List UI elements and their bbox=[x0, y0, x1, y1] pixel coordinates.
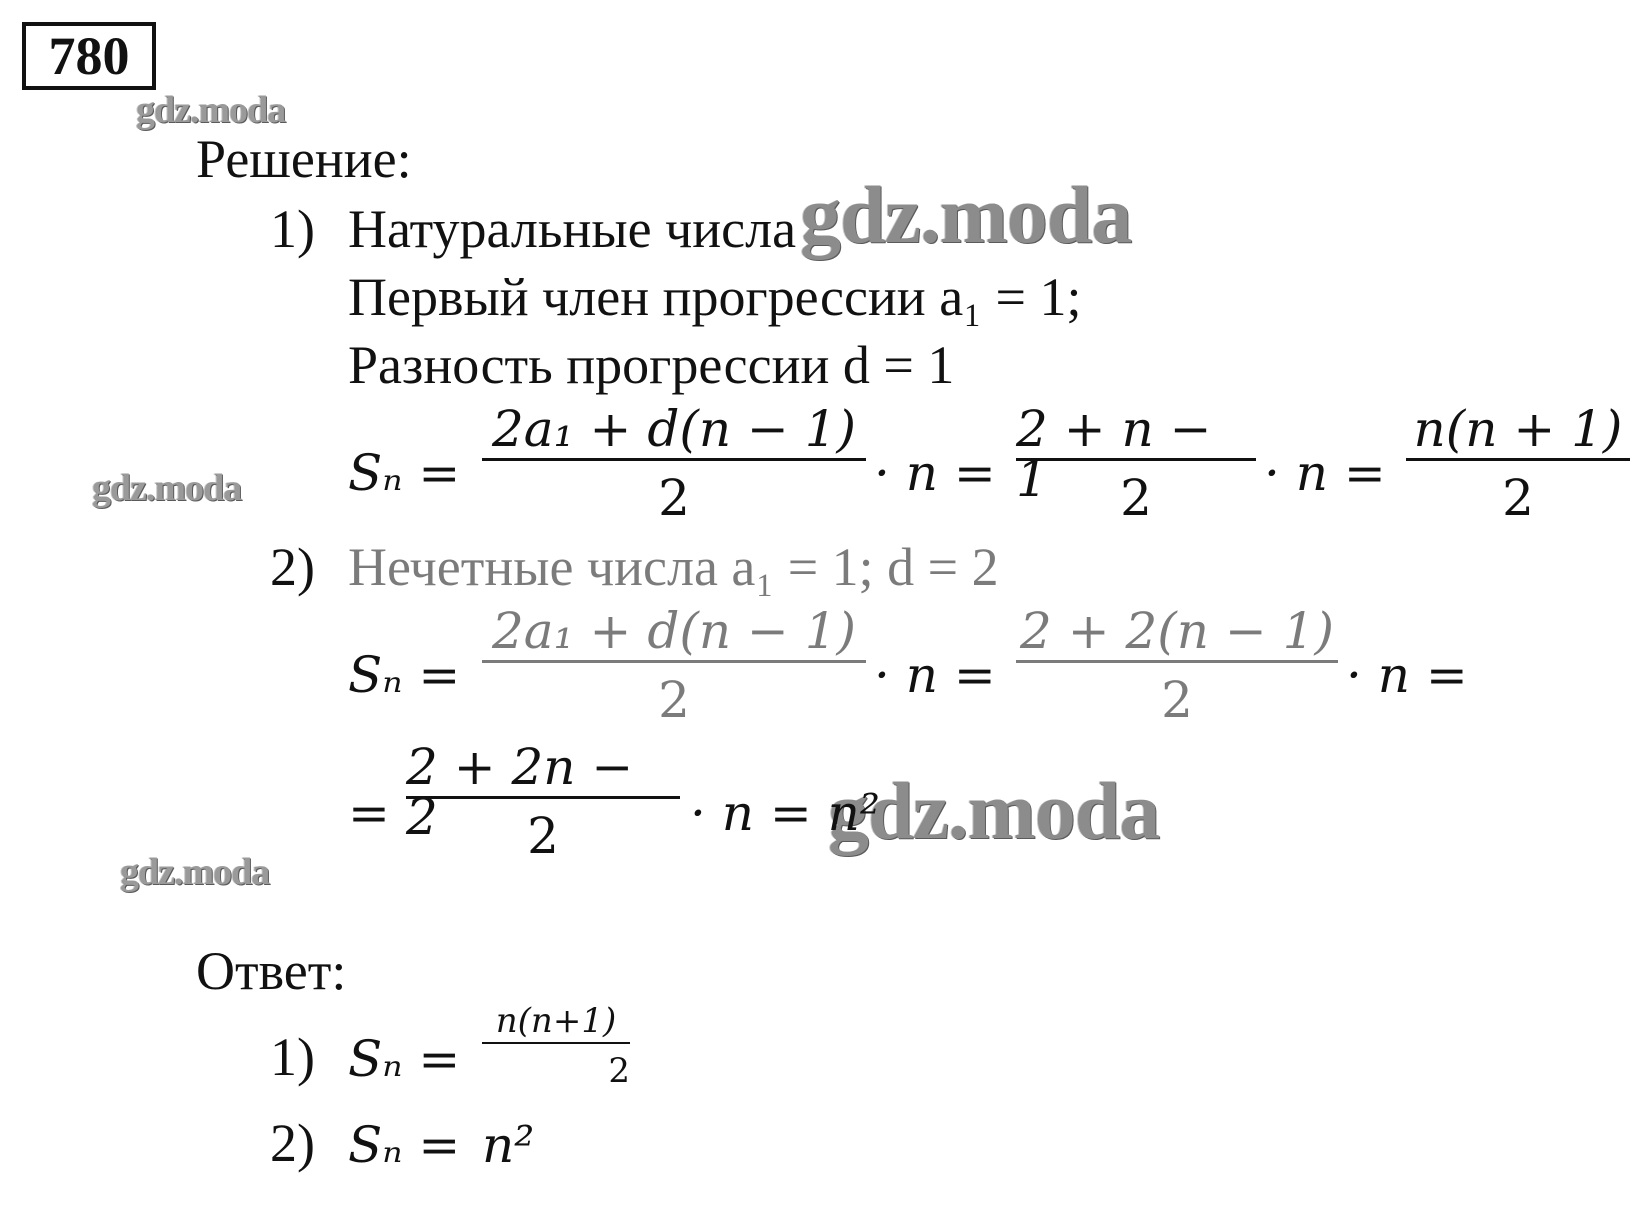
fraction-numerator: 2a₁ + d(n − 1) bbox=[491, 602, 857, 660]
fraction-denominator: 2 bbox=[658, 469, 690, 527]
watermark-logo: gdz.moda bbox=[120, 851, 270, 893]
fraction-denominator: 2 bbox=[608, 1051, 630, 1091]
fraction bbox=[1016, 400, 1256, 527]
item1-line2: Первый член прогрессии a₁ = 1; bbox=[348, 267, 1082, 327]
item-marker: 2) bbox=[270, 537, 315, 597]
answer-marker: 2) bbox=[270, 1113, 315, 1173]
fraction-numerator: n(n + 1) bbox=[1413, 400, 1623, 458]
fraction-numerator: n(n+1) bbox=[495, 1001, 617, 1041]
solution-label: Решение: bbox=[196, 129, 412, 189]
answer-lhs: Sₙ = bbox=[348, 1116, 461, 1174]
fraction-numerator: 2 + 2(n − 1) bbox=[1019, 602, 1334, 660]
problem-number: 780 bbox=[22, 22, 156, 90]
fraction-denominator: 2 bbox=[1161, 671, 1193, 729]
answer-marker: 1) bbox=[270, 1027, 315, 1087]
answer-label: Ответ: bbox=[196, 941, 347, 1001]
fraction-numerator: 2a₁ + d(n − 1) bbox=[491, 400, 857, 458]
item2-line1: Нечетные числа a₁ = 1; d = 2 bbox=[348, 537, 999, 597]
formula-operator: · n = bbox=[874, 646, 996, 704]
fraction bbox=[1016, 602, 1338, 729]
formula-lhs: Sₙ = bbox=[348, 444, 461, 502]
formula-operator: · n = bbox=[1264, 444, 1386, 502]
fraction-denominator: 2 bbox=[658, 671, 690, 729]
fraction-numerator: 2 + 2n − 2 bbox=[406, 738, 634, 846]
formula-lhs: = bbox=[348, 784, 390, 842]
item1-line1: Натуральные числа bbox=[348, 199, 797, 259]
answer-result: n² bbox=[482, 1116, 535, 1174]
fraction-numerator: 2 + n − 1 bbox=[1016, 400, 1212, 508]
fraction-denominator: 2 bbox=[527, 807, 559, 865]
item1-line3: Разность прогрессии d = 1 bbox=[348, 335, 955, 395]
fraction bbox=[482, 602, 866, 729]
watermark-logo: gdz.moda bbox=[136, 89, 286, 131]
answer-lhs: Sₙ = bbox=[348, 1030, 461, 1088]
fraction bbox=[1406, 400, 1630, 527]
watermark-logo: gdz.moda bbox=[92, 467, 242, 509]
watermark-logo: gdz.moda bbox=[800, 169, 1132, 260]
item-marker: 1) bbox=[270, 199, 315, 259]
fraction bbox=[406, 738, 680, 865]
fraction bbox=[482, 400, 866, 527]
formula-result: · n = n² bbox=[690, 784, 880, 842]
formula-operator: · n = bbox=[1346, 646, 1468, 704]
fraction-denominator: 2 bbox=[1120, 469, 1152, 527]
formula-operator: · n = bbox=[874, 444, 996, 502]
formula-lhs: Sₙ = bbox=[348, 646, 461, 704]
answer-fraction bbox=[482, 1001, 630, 1091]
fraction-denominator: 2 bbox=[1502, 469, 1534, 527]
watermark-logo: gdz.moda bbox=[828, 765, 1160, 856]
